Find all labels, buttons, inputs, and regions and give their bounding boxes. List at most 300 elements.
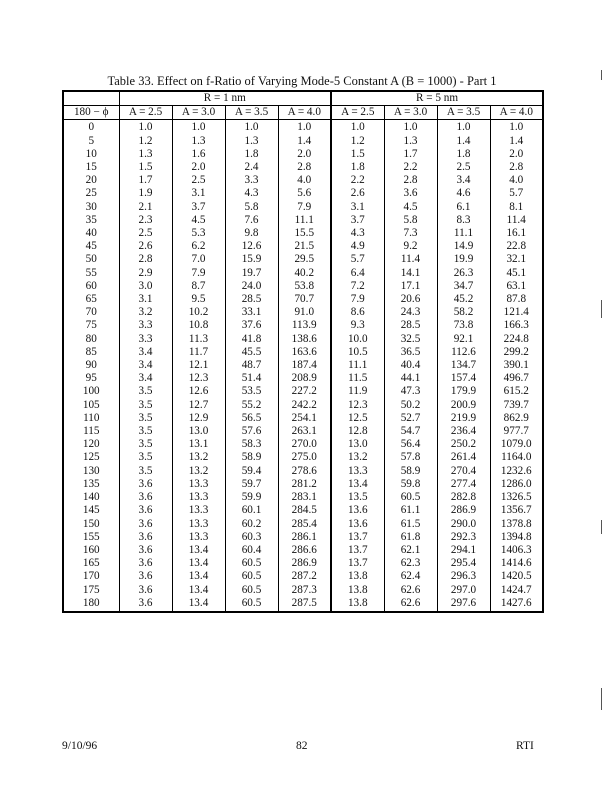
value-cell: 179.9 [437,385,490,398]
value-cell: 3.5 [119,451,172,464]
value-cell: 261.4 [437,451,490,464]
value-cell: 12.9 [172,412,225,425]
value-cell: 16.1 [490,227,543,240]
value-cell: 270.0 [278,438,331,451]
angle-cell: 140 [63,491,119,504]
column-header-a: A = 4.0 [278,106,331,120]
value-cell: 5.8 [384,214,437,227]
value-cell: 61.5 [384,518,437,531]
value-cell: 61.8 [384,531,437,544]
table-row [63,359,543,372]
value-cell: 59.9 [225,491,278,504]
value-cell: 113.9 [278,319,331,332]
value-cell: 1.0 [490,120,543,135]
value-cell: 295.4 [437,557,490,570]
angle-cell: 35 [63,214,119,227]
table-row [63,385,543,398]
value-cell: 292.3 [437,531,490,544]
angle-cell: 105 [63,399,119,412]
value-cell: 1.8 [331,161,384,174]
value-cell: 3.5 [119,425,172,438]
value-cell: 11.4 [490,214,543,227]
value-cell: 3.6 [119,491,172,504]
table-row [63,161,543,174]
value-cell: 5.8 [225,201,278,214]
value-cell: 2.8 [119,253,172,266]
value-cell: 286.9 [278,557,331,570]
value-cell: 2.8 [490,161,543,174]
value-cell: 13.3 [172,504,225,517]
group-header-r1: R = 1 nm [119,91,331,106]
value-cell: 1.2 [119,135,172,148]
value-cell: 2.0 [278,148,331,161]
value-cell: 1.4 [490,135,543,148]
table-row [63,306,543,319]
value-cell: 283.1 [278,491,331,504]
angle-cell: 15 [63,161,119,174]
value-cell: 13.4 [172,544,225,557]
value-cell: 62.6 [384,597,437,612]
value-cell: 2.4 [225,161,278,174]
value-cell: 12.6 [172,385,225,398]
value-cell: 58.9 [225,451,278,464]
value-cell: 4.3 [331,227,384,240]
value-cell: 24.3 [384,306,437,319]
footer-date: 9/10/96 [62,740,98,752]
corner-cell [63,91,119,106]
value-cell: 12.8 [331,425,384,438]
table-row [63,240,543,253]
value-cell: 287.5 [278,597,331,612]
value-cell: 3.5 [119,465,172,478]
value-cell: 6.2 [172,240,225,253]
value-cell: 29.5 [278,253,331,266]
value-cell: 157.4 [437,372,490,385]
value-cell: 2.0 [172,161,225,174]
value-cell: 50.2 [384,399,437,412]
value-cell: 1.0 [278,120,331,135]
value-cell: 21.5 [278,240,331,253]
value-cell: 52.7 [384,412,437,425]
value-cell: 163.6 [278,346,331,359]
margin-mark [601,70,602,80]
value-cell: 4.5 [384,201,437,214]
f-ratio-table [62,90,544,613]
table-row [63,280,543,293]
value-cell: 36.5 [384,346,437,359]
column-header-a: A = 3.5 [225,106,278,120]
column-header-angle: 180 − ϕ [63,106,119,120]
angle-cell: 90 [63,359,119,372]
value-cell: 7.3 [384,227,437,240]
value-cell: 138.6 [278,333,331,346]
value-cell: 19.9 [437,253,490,266]
value-cell: 12.1 [172,359,225,372]
value-cell: 13.2 [172,451,225,464]
value-cell: 2.2 [384,161,437,174]
value-cell: 2.1 [119,201,172,214]
angle-cell: 180 [63,597,119,612]
value-cell: 33.1 [225,306,278,319]
value-cell: 13.7 [331,557,384,570]
angle-cell: 150 [63,518,119,531]
value-cell: 1.8 [437,148,490,161]
value-cell: 1.7 [384,148,437,161]
value-cell: 1286.0 [490,478,543,491]
value-cell: 1.0 [225,120,278,135]
margin-mark [601,520,602,534]
value-cell: 2.8 [278,161,331,174]
value-cell: 13.2 [172,465,225,478]
value-cell: 285.4 [278,518,331,531]
value-cell: 1.3 [119,148,172,161]
group-header-row [63,91,543,106]
value-cell: 208.9 [278,372,331,385]
value-cell: 13.8 [331,597,384,612]
value-cell: 1394.8 [490,531,543,544]
angle-cell: 50 [63,253,119,266]
footer-org: RTI [516,740,534,752]
value-cell: 13.4 [172,570,225,583]
angle-cell: 95 [63,372,119,385]
table-row [63,135,543,148]
value-cell: 1356.7 [490,504,543,517]
value-cell: 9.8 [225,227,278,240]
value-cell: 59.8 [384,478,437,491]
value-cell: 242.2 [278,399,331,412]
angle-cell: 170 [63,570,119,583]
value-cell: 19.7 [225,267,278,280]
table-row [63,227,543,240]
value-cell: 57.6 [225,425,278,438]
value-cell: 15.5 [278,227,331,240]
value-cell: 390.1 [490,359,543,372]
value-cell: 296.3 [437,570,490,583]
value-cell: 297.6 [437,597,490,612]
value-cell: 61.1 [384,504,437,517]
table-row [63,253,543,266]
value-cell: 62.1 [384,544,437,557]
table-row [63,597,543,612]
value-cell: 1.5 [331,148,384,161]
angle-cell: 100 [63,385,119,398]
angle-cell: 55 [63,267,119,280]
value-cell: 5.6 [278,187,331,200]
value-cell: 284.5 [278,504,331,517]
angle-cell: 175 [63,584,119,597]
value-cell: 3.3 [225,174,278,187]
value-cell: 6.1 [437,201,490,214]
value-cell: 1.4 [278,135,331,148]
value-cell: 59.7 [225,478,278,491]
value-cell: 3.6 [119,478,172,491]
value-cell: 47.3 [384,385,437,398]
value-cell: 3.5 [119,438,172,451]
value-cell: 13.3 [172,478,225,491]
value-cell: 9.2 [384,240,437,253]
table-row [63,425,543,438]
angle-cell: 85 [63,346,119,359]
margin-mark [601,300,602,318]
value-cell: 7.9 [278,201,331,214]
value-cell: 62.6 [384,584,437,597]
angle-cell: 30 [63,201,119,214]
value-cell: 4.0 [490,174,543,187]
value-cell: 254.1 [278,412,331,425]
value-cell: 3.7 [172,201,225,214]
angle-cell: 0 [63,120,119,135]
column-header-a: A = 2.5 [331,106,384,120]
table-row [63,465,543,478]
value-cell: 58.9 [384,465,437,478]
table-row [63,504,543,517]
value-cell: 2.5 [119,227,172,240]
value-cell: 13.8 [331,570,384,583]
value-cell: 1.0 [172,120,225,135]
value-cell: 58.3 [225,438,278,451]
value-cell: 60.4 [225,544,278,557]
table-row [63,346,543,359]
value-cell: 54.7 [384,425,437,438]
value-cell: 12.5 [331,412,384,425]
value-cell: 134.7 [437,359,490,372]
value-cell: 55.2 [225,399,278,412]
angle-cell: 110 [63,412,119,425]
value-cell: 263.1 [278,425,331,438]
value-cell: 3.4 [119,372,172,385]
value-cell: 3.6 [119,504,172,517]
table-row [63,570,543,583]
value-cell: 1414.6 [490,557,543,570]
value-cell: 51.4 [225,372,278,385]
value-cell: 1378.8 [490,518,543,531]
value-cell: 3.6 [119,597,172,612]
value-cell: 24.0 [225,280,278,293]
value-cell: 112.6 [437,346,490,359]
value-cell: 219.9 [437,412,490,425]
value-cell: 12.6 [225,240,278,253]
value-cell: 13.4 [172,597,225,612]
value-cell: 294.1 [437,544,490,557]
value-cell: 1.3 [172,135,225,148]
value-cell: 37.6 [225,319,278,332]
value-cell: 3.6 [119,544,172,557]
value-cell: 4.0 [278,174,331,187]
value-cell: 8.3 [437,214,490,227]
value-cell: 60.5 [384,491,437,504]
value-cell: 2.2 [331,174,384,187]
value-cell: 44.1 [384,372,437,385]
angle-cell: 70 [63,306,119,319]
angle-cell: 130 [63,465,119,478]
value-cell: 58.2 [437,306,490,319]
value-cell: 166.3 [490,319,543,332]
value-cell: 12.3 [172,372,225,385]
value-cell: 281.2 [278,478,331,491]
value-cell: 10.0 [331,333,384,346]
value-cell: 5.3 [172,227,225,240]
column-header-row [63,106,543,120]
value-cell: 7.0 [172,253,225,266]
value-cell: 87.8 [490,293,543,306]
angle-cell: 10 [63,148,119,161]
value-cell: 5.7 [490,187,543,200]
value-cell: 287.2 [278,570,331,583]
value-cell: 45.2 [437,293,490,306]
value-cell: 277.4 [437,478,490,491]
value-cell: 53.8 [278,280,331,293]
value-cell: 977.7 [490,425,543,438]
value-cell: 8.1 [490,201,543,214]
value-cell: 60.1 [225,504,278,517]
margin-mark [601,688,602,710]
value-cell: 13.6 [331,504,384,517]
value-cell: 13.3 [172,531,225,544]
value-cell: 56.5 [225,412,278,425]
value-cell: 10.8 [172,319,225,332]
value-cell: 4.3 [225,187,278,200]
angle-cell: 40 [63,227,119,240]
table-row [63,438,543,451]
table-body [63,120,543,612]
value-cell: 1.0 [384,120,437,135]
value-cell: 13.2 [331,451,384,464]
angle-cell: 165 [63,557,119,570]
value-cell: 1232.6 [490,465,543,478]
value-cell: 8.7 [172,280,225,293]
value-cell: 11.1 [437,227,490,240]
value-cell: 59.4 [225,465,278,478]
table-row [63,451,543,464]
value-cell: 3.6 [384,187,437,200]
value-cell: 3.6 [119,570,172,583]
value-cell: 13.6 [331,518,384,531]
table-row [63,544,543,557]
value-cell: 12.3 [331,399,384,412]
value-cell: 224.8 [490,333,543,346]
value-cell: 2.5 [437,161,490,174]
value-cell: 282.8 [437,491,490,504]
value-cell: 3.1 [172,187,225,200]
value-cell: 13.0 [331,438,384,451]
value-cell: 45.1 [490,267,543,280]
value-cell: 15.9 [225,253,278,266]
value-cell: 13.0 [172,425,225,438]
value-cell: 9.5 [172,293,225,306]
value-cell: 3.6 [119,531,172,544]
value-cell: 862.9 [490,412,543,425]
value-cell: 13.1 [172,438,225,451]
angle-cell: 155 [63,531,119,544]
value-cell: 187.4 [278,359,331,372]
value-cell: 11.1 [331,359,384,372]
value-cell: 12.7 [172,399,225,412]
table-row [63,174,543,187]
value-cell: 11.7 [172,346,225,359]
value-cell: 615.2 [490,385,543,398]
value-cell: 3.4 [437,174,490,187]
value-cell: 2.6 [119,240,172,253]
value-cell: 7.6 [225,214,278,227]
angle-cell: 20 [63,174,119,187]
table-row [63,557,543,570]
value-cell: 287.3 [278,584,331,597]
value-cell: 275.0 [278,451,331,464]
group-header-r5: R = 5 nm [331,91,543,106]
value-cell: 14.9 [437,240,490,253]
value-cell: 3.1 [119,293,172,306]
value-cell: 57.8 [384,451,437,464]
value-cell: 60.5 [225,597,278,612]
value-cell: 3.6 [119,518,172,531]
value-cell: 1.0 [119,120,172,135]
table-row [63,372,543,385]
value-cell: 3.5 [119,399,172,412]
value-cell: 3.4 [119,346,172,359]
value-cell: 22.8 [490,240,543,253]
value-cell: 1.9 [119,187,172,200]
table-row [63,333,543,346]
value-cell: 1.2 [331,135,384,148]
column-header-a: A = 3.0 [172,106,225,120]
table-row [63,491,543,504]
table-row [63,120,543,135]
value-cell: 60.2 [225,518,278,531]
value-cell: 40.4 [384,359,437,372]
value-cell: 250.2 [437,438,490,451]
value-cell: 3.6 [119,584,172,597]
value-cell: 45.5 [225,346,278,359]
value-cell: 60.5 [225,557,278,570]
value-cell: 1406.3 [490,544,543,557]
table-row [63,201,543,214]
value-cell: 236.4 [437,425,490,438]
value-cell: 26.3 [437,267,490,280]
value-cell: 1.8 [225,148,278,161]
value-cell: 3.2 [119,306,172,319]
value-cell: 1.3 [225,135,278,148]
value-cell: 8.6 [331,306,384,319]
value-cell: 3.5 [119,385,172,398]
value-cell: 32.1 [490,253,543,266]
value-cell: 1.7 [119,174,172,187]
value-cell: 34.7 [437,280,490,293]
value-cell: 7.2 [331,280,384,293]
angle-cell: 45 [63,240,119,253]
value-cell: 53.5 [225,385,278,398]
angle-cell: 80 [63,333,119,346]
value-cell: 73.8 [437,319,490,332]
angle-cell: 115 [63,425,119,438]
value-cell: 1079.0 [490,438,543,451]
column-header-a: A = 4.0 [490,106,543,120]
table-row [63,267,543,280]
value-cell: 1.6 [172,148,225,161]
value-cell: 17.1 [384,280,437,293]
value-cell: 200.9 [437,399,490,412]
value-cell: 2.3 [119,214,172,227]
value-cell: 270.4 [437,465,490,478]
angle-cell: 60 [63,280,119,293]
table-caption: Table 33. Effect on f-Ratio of Varying Mode-5 Constant A (B = 1000) - Part 1 [107,74,497,88]
table-row [63,319,543,332]
value-cell: 1424.7 [490,584,543,597]
value-cell: 739.7 [490,399,543,412]
value-cell: 6.4 [331,267,384,280]
value-cell: 28.5 [225,293,278,306]
value-cell: 20.6 [384,293,437,306]
value-cell: 92.1 [437,333,490,346]
